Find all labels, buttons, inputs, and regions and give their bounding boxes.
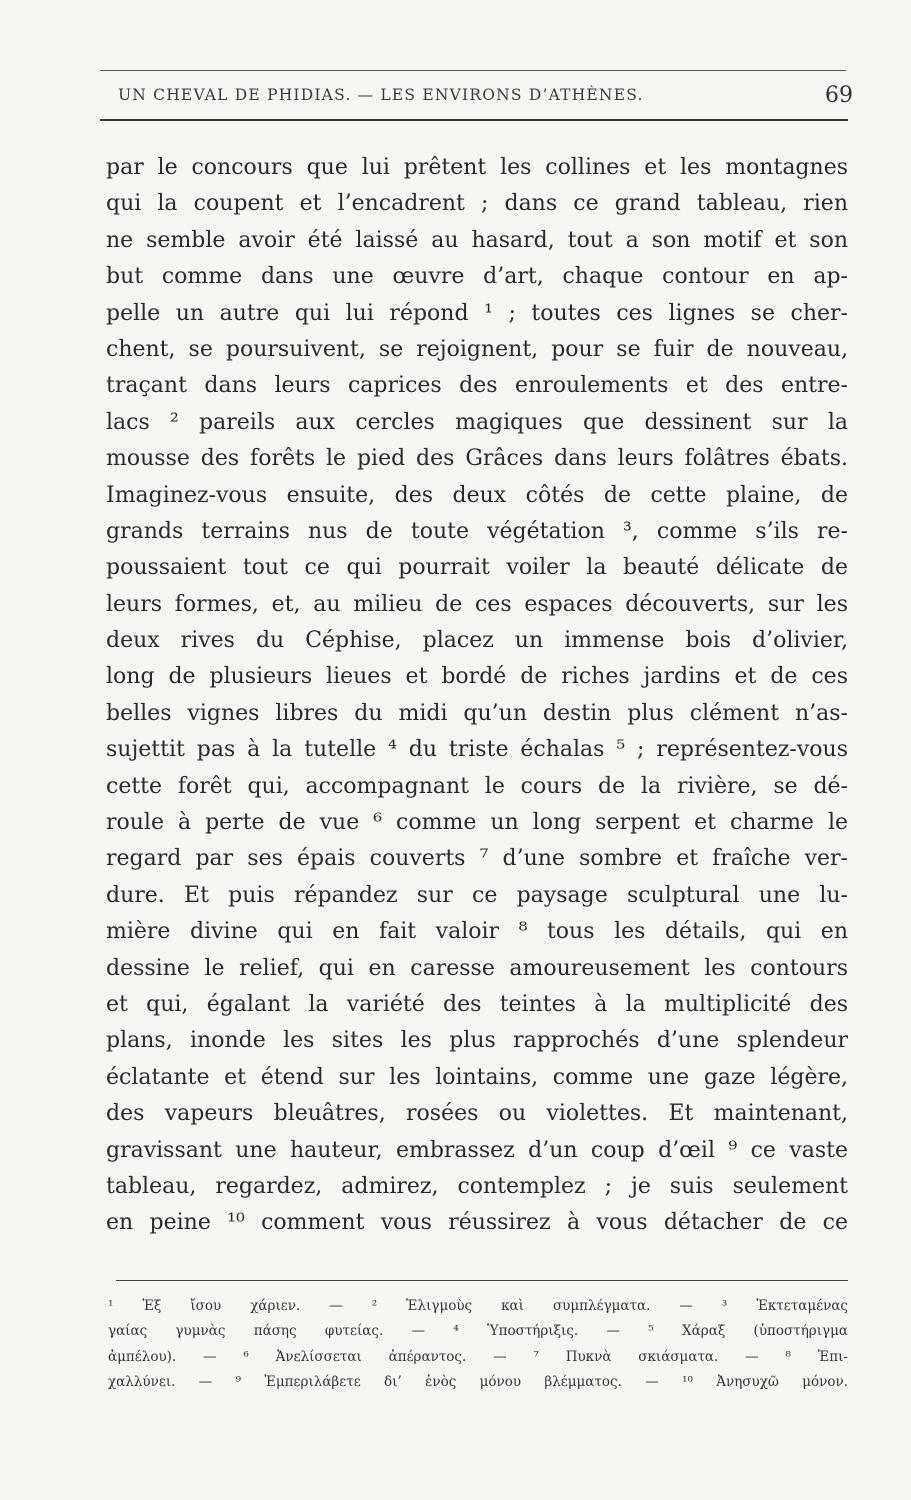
text-line: but comme dans une œuvre d’art, chaque contour en ap- xyxy=(106,264,848,290)
footnotes xyxy=(108,1294,848,1396)
text-line: roule à perte de vue ⁶ comme un long serpent et charme le xyxy=(106,810,848,836)
footnote-line: ¹ Ἐξ ἴσου χάριεν. — ² Ἑλιγμοὺς καὶ συμπλέγματα. — ³ Ἐκτεταμένας xyxy=(108,1298,848,1314)
page-number: 69 xyxy=(825,82,853,108)
text-line: dure. Et puis répandez sur ce paysage sculptural une lu- xyxy=(106,882,848,908)
text-line: poussaient tout ce qui pourrait voiler la beauté délicate de xyxy=(106,555,848,581)
running-title: UN CHEVAL DE PHIDIAS. — LES ENVIRONS D’ATHÈNES. xyxy=(118,86,644,104)
text-line: gravissant une hauteur, embrassez d’un coup d’œil ⁹ ce vaste xyxy=(106,1137,848,1163)
body-text xyxy=(106,150,848,1242)
text-line: qui la coupent et l’encadrent ; dans ce grand tableau, rien xyxy=(106,191,848,217)
footnote-line: γαίας γυμνὰς πάσης φυτείας. — ⁴ Ὑποστήριξις. — ⁵ Χάραξ (ὑποστήριγμα xyxy=(108,1323,848,1340)
top-rule xyxy=(100,70,846,71)
text-line: dessine le relief, qui en caresse amoureusement les contours xyxy=(106,955,848,981)
text-line: belles vignes libres du midi qu’un destin plus clément n’as- xyxy=(106,700,848,726)
text-line: éclatante et étend sur les lointains, comme une gaze légère, xyxy=(106,1064,848,1090)
footnote-line: χαλλύνει. — ⁹ Ἐμπεριλάβετε δι’ ἑνὸς μόνου βλέμματος. — ¹⁰ Ἀνησυχῶ μόνον. xyxy=(108,1374,848,1391)
text-line: long de plusieurs lieues et bordé de riches jardins et de ces xyxy=(106,664,848,690)
text-line: ne semble avoir été laissé au hasard, tout a son motif et son xyxy=(106,227,848,253)
running-header xyxy=(118,78,853,112)
text-line: deux rives du Céphise, placez un immense bois d’olivier, xyxy=(106,628,848,654)
text-line: leurs formes, et, au milieu de ces espaces découverts, sur les xyxy=(106,591,848,617)
text-line: en peine ¹⁰ comment vous réussirez à vous détacher de ce xyxy=(106,1210,848,1236)
text-line: par le concours que lui prêtent les collines et les montagnes xyxy=(106,155,848,180)
text-line: mousse des forêts le pied des Grâces dans leurs folâtres ébats. xyxy=(106,446,848,472)
text-line: regard par ses épais couverts ⁷ d’une sombre et fraîche ver- xyxy=(106,846,848,872)
footnote-line: ἀμπέλου). — ⁶ Ἀνελίσσεται ἀπέραντος. — ⁷ Πυκνὰ σκιάσματα. — ⁸ Ἐπι- xyxy=(108,1348,848,1365)
text-line: grands terrains nus de toute végétation ³, comme s’ils re- xyxy=(106,518,848,544)
footnote-rule xyxy=(116,1280,848,1281)
text-line: mière divine qui en fait valoir ⁸ tous les détails, qui en xyxy=(106,919,848,945)
text-line: traçant dans leurs caprices des enroulements et des entre- xyxy=(106,373,848,399)
text-line: chent, se poursuivent, se rejoignent, pour se fuir de nouveau, xyxy=(106,336,848,362)
text-line: et qui, égalant la variété des teintes à la multiplicité des xyxy=(106,991,848,1017)
text-line: Imaginez-vous ensuite, des deux côtés de cette plaine, de xyxy=(106,482,848,508)
header-rule xyxy=(100,119,848,121)
text-line: cette forêt qui, accompagnant le cours de la rivière, se dé- xyxy=(106,773,848,799)
text-line: pelle un autre qui lui répond ¹ ; toutes ces lignes se cher- xyxy=(106,300,848,326)
text-line: des vapeurs bleuâtres, rosées ou violettes. Et maintenant, xyxy=(106,1101,848,1127)
text-line: tableau, regardez, admirez, contemplez ; je suis seulement xyxy=(106,1173,848,1199)
text-line: sujettit pas à la tutelle ⁴ du triste échalas ⁵ ; représentez-vous xyxy=(106,737,848,763)
text-line: lacs ² pareils aux cercles magiques que dessinent sur la xyxy=(106,409,848,435)
text-line: plans, inonde les sites les plus rapprochés d’une splendeur xyxy=(106,1028,848,1054)
